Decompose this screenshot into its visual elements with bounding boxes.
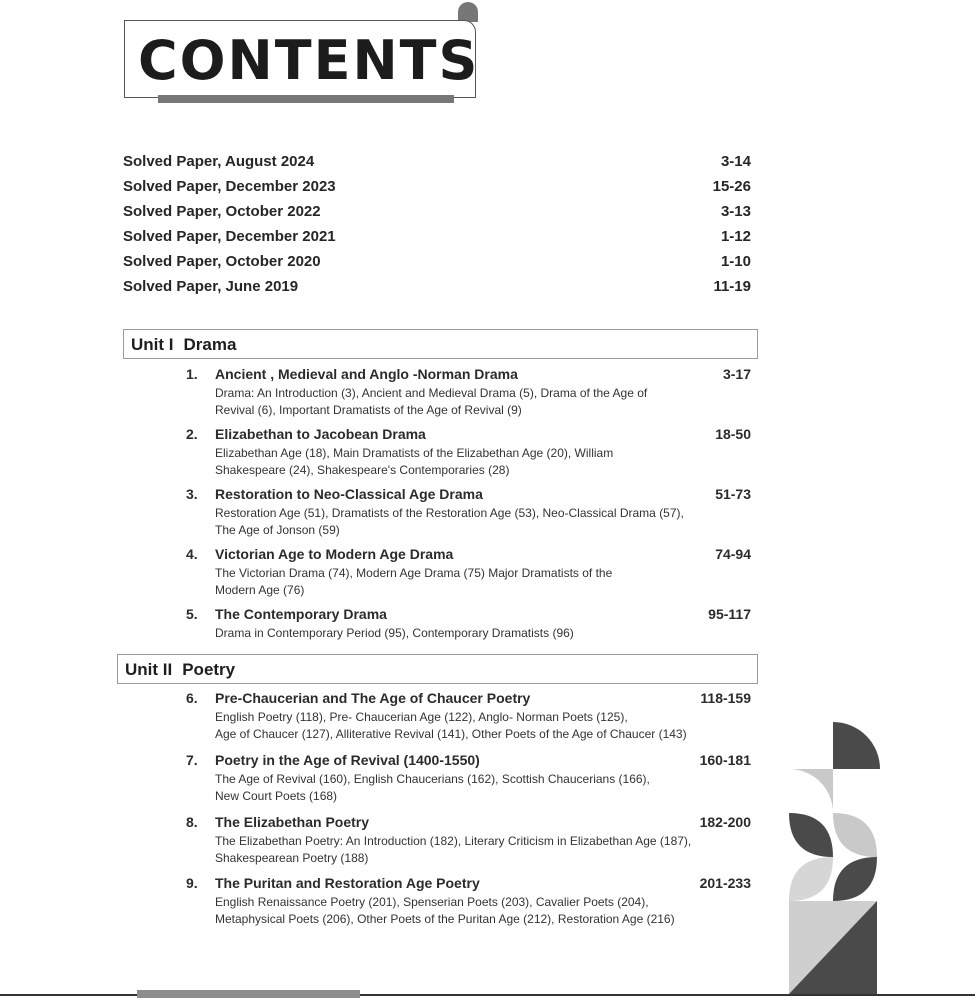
chapter-topics-line: Elizabethan Age (18), Main Dramatists of the Elizabethan Age (20), William <box>215 446 614 460</box>
chapter-title: Ancient , Medieval and Anglo -Norman Drama <box>215 366 518 382</box>
solved-paper-pages: 15-26 <box>712 178 751 195</box>
chapter-topics <box>215 625 705 642</box>
chapter-number: 6. <box>186 690 198 706</box>
unit-number: Unit II <box>125 660 173 679</box>
unit-heading <box>125 655 235 685</box>
bottom-accent-bar <box>137 990 360 998</box>
chapter-pages: 95-117 <box>708 606 751 622</box>
solved-paper-pages: 3-13 <box>720 203 751 220</box>
chapter-title: Pre-Chaucerian and The Age of Chaucer Poetry <box>215 690 531 706</box>
chapter-title: Elizabethan to Jacobean Drama <box>215 426 426 442</box>
chapter-number: 8. <box>186 814 198 830</box>
chapter-pages: 3-17 <box>722 366 751 382</box>
solved-paper-pages: 3-14 <box>720 153 751 170</box>
solved-paper-pages: 11-19 <box>713 278 751 295</box>
solved-paper-label: Solved Paper, August 2024 <box>123 153 315 170</box>
light-leaf-shape-2 <box>833 813 877 857</box>
chapter-number: 3. <box>186 486 198 502</box>
chapter-title: The Contemporary Drama <box>215 606 387 622</box>
chapter-number: 9. <box>186 875 198 891</box>
chapter-topics <box>215 505 705 538</box>
page-title: CONTENTS <box>138 29 480 92</box>
solved-paper-pages: 1-12 <box>720 228 751 245</box>
chapter-topics <box>215 445 705 478</box>
chapter-topics-line: English Poetry (118), Pre- Chaucerian Age (122), Anglo- Norman Poets (125), <box>215 710 628 724</box>
chapter-title: Restoration to Neo-Classical Age Drama <box>215 486 483 502</box>
solved-paper-label: Solved Paper, October 2020 <box>123 253 321 270</box>
chapter-topics-line: Shakespeare (24), Shakespeare's Contemporaries (28) <box>215 462 510 477</box>
chapter-pages: 18-50 <box>715 426 751 442</box>
chapter-topics <box>215 385 705 418</box>
chapter-title: Victorian Age to Modern Age Drama <box>215 546 454 562</box>
solved-paper-row <box>123 251 751 273</box>
chapter-pages: 160-181 <box>699 752 751 768</box>
chapter-topics-line: The Elizabethan Poetry: An Introduction (182), Literary Criticism in Elizabethan Age (187), <box>215 834 692 848</box>
solved-paper-label: Solved Paper, December 2023 <box>123 178 336 195</box>
chapter-topics <box>215 709 705 742</box>
unit-name: Poetry <box>182 660 236 679</box>
title-underline-bar <box>158 95 454 103</box>
chapter-topics-line: Drama in Contemporary Period (95), Contemporary Dramatists (96) <box>215 626 574 640</box>
chapter-topics <box>215 894 705 927</box>
chapter-pages: 201-233 <box>699 875 751 891</box>
solved-paper-label: Solved Paper, June 2019 <box>123 278 299 295</box>
unit-heading <box>131 330 236 360</box>
chapter-topics-line: Shakespearean Poetry (188) <box>215 850 369 865</box>
chapter-title: The Puritan and Restoration Age Poetry <box>215 875 480 891</box>
dark-leaf-shape-2 <box>833 857 877 901</box>
chapter-topics <box>215 565 705 598</box>
chapter-number: 1. <box>186 366 198 382</box>
unit-number: Unit I <box>131 335 174 354</box>
chapter-topics-line: Metaphysical Poets (206), Other Poets of the Puritan Age (212), Restoration Age (216) <box>215 911 675 926</box>
chapter-pages: 182-200 <box>699 814 751 830</box>
chapter-number: 4. <box>186 546 198 562</box>
unit-name: Drama <box>183 335 237 354</box>
light-leaf-shape-3 <box>789 857 833 901</box>
title-fold-decoration <box>458 2 478 22</box>
chapter-title: Poetry in the Age of Revival (1400-1550) <box>215 752 480 768</box>
solved-paper-row <box>123 276 751 298</box>
solved-paper-label: Solved Paper, December 2021 <box>123 228 336 245</box>
chapter-number: 2. <box>186 426 198 442</box>
chapter-topics-line: The Age of Jonson (59) <box>215 522 340 537</box>
solved-paper-row <box>123 176 751 198</box>
chapter-topics <box>215 771 705 804</box>
geometric-decoration <box>786 722 880 994</box>
chapter-pages: 51-73 <box>715 486 751 502</box>
chapter-topics-line: English Renaissance Poetry (201), Spenserian Poets (203), Cavalier Poets (204), <box>215 895 649 909</box>
chapter-topics-line: Drama: An Introduction (3), Ancient and Medieval Drama (5), Drama of the Age of <box>215 386 648 400</box>
chapter-topics-line: New Court Poets (168) <box>215 788 338 803</box>
chapter-topics <box>215 833 705 866</box>
solved-paper-row <box>123 201 751 223</box>
chapter-topics-line: The Age of Revival (160), English Chaucerians (162), Scottish Chaucerians (166), <box>215 772 650 786</box>
chapter-title: The Elizabethan Poetry <box>215 814 370 830</box>
chapter-number: 7. <box>186 752 198 768</box>
chapter-number: 5. <box>186 606 198 622</box>
solved-paper-pages: 1-10 <box>720 253 751 270</box>
chapter-topics-line: Restoration Age (51), Dramatists of the Restoration Age (53), Neo-Classical Drama (57), <box>215 506 684 520</box>
solved-paper-row <box>123 151 751 173</box>
chapter-topics-line: The Victorian Drama (74), Modern Age Drama (75) Major Dramatists of the <box>215 566 613 580</box>
chapter-topics-line: Age of Chaucer (127), Alliterative Revival (141), Other Poets of the Age of Chaucer (143) <box>215 726 687 741</box>
solved-paper-row <box>123 226 751 248</box>
chapter-topics-line: Revival (6), Important Dramatists of the Age of Revival (9) <box>215 402 522 417</box>
dark-quarter-circle-shape <box>833 722 880 769</box>
chapter-pages: 118-159 <box>700 690 751 706</box>
chapter-topics-line: Modern Age (76) <box>215 582 305 597</box>
chapter-pages: 74-94 <box>715 546 751 562</box>
solved-paper-label: Solved Paper, October 2022 <box>123 203 321 220</box>
dark-leaf-shape <box>789 813 833 857</box>
